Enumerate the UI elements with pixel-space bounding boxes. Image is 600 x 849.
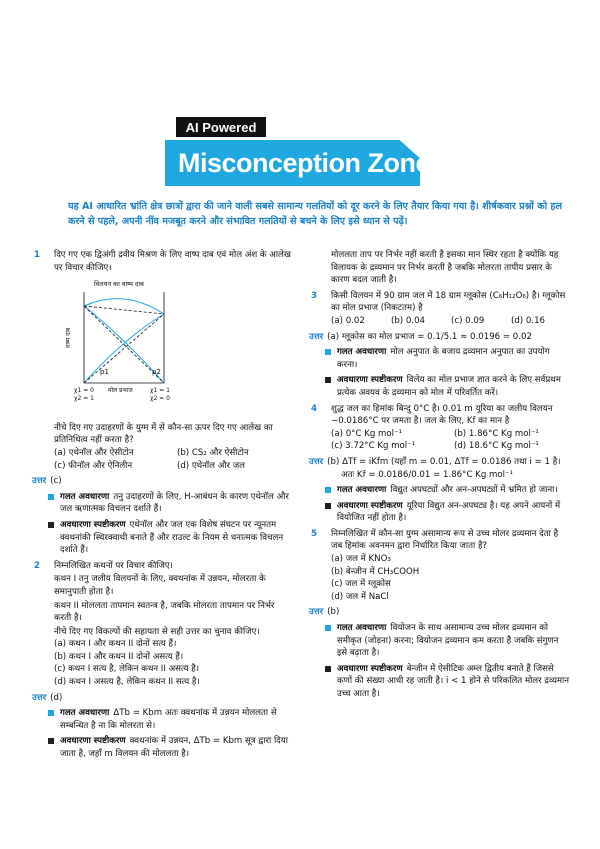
clear-bullet-icon [325,503,331,509]
option-d: (d) कथन I असत्य है, लेकिन कथन II सत्य है। [54,677,200,688]
options [331,315,571,328]
clear-bullet-icon [325,377,331,383]
wrong-concept-5 [309,622,571,660]
option-d: (d) जल में NaCl [331,591,389,602]
clear-bullet-icon [48,522,54,528]
answer-label: उत्तर [32,476,47,487]
right-column [309,249,571,704]
question-text: शुद्ध जल का हिमांक बिन्दु 0°C है। 0.01 m यूरिया का जलीय विलयन −0.0186°C पर जमता है। जल के लिए, Kf का मान है [331,403,553,427]
page-title: Misconception Zone [178,148,431,178]
wrong-concept-1 [32,491,294,516]
x-label-3: χ1 = 1 [150,387,170,395]
option-c: (c) जल में ग्लूकोस [331,579,391,590]
option-b: (b) CS₂ और ऐसीटोन [177,447,249,458]
question-number: 4 [311,403,317,414]
option-a: (a) 0°C Kg mol⁻¹ [331,428,403,439]
options [54,447,294,472]
question-text: निम्नलिखित में कौन-सा युग्म असामान्य रूप से उच्च मोलर द्रव्यमान देता है जब हिमांक अवनमन द्वारा निर्धारित किया जाता है? [331,528,559,552]
clear-bullet-icon [325,666,331,672]
p2-label: p2 [152,368,161,377]
question-number: 3 [311,290,317,301]
clear-label: अवधारणा स्पष्टीकरण [60,736,126,747]
x-label-1: χ1 = 0 [74,387,94,395]
question-text-2: नीचे दिए गए उदाहरणों के युग्म में से कौन-सा ऊपर दिए गए आलेख का प्रतिनिधित्व नहीं करता है? [54,422,273,446]
intro-text: यह AI आधारित भ्रांति क्षेत्र छात्रों द्वारा की जाने वाली सबसे सामान्य गलतियों को दूर करने के लिए तैयार किया गया है। शीर्षकवार प्रश्नों को हल करने से पहले, अपनी नींव मजबूत करने और संभावित गलतियों से बचने के लिए इसे ध्यान से पढ़ें। [68,201,563,227]
option-b: (b) 0.04 [391,315,426,326]
option-b: (b) कथन I और कथन II दोनों असत्य हैं। [54,651,184,662]
wrong-label: गलत अवधारणा [337,485,387,496]
wrong-bullet-icon [325,625,331,631]
clear-label: अवधारणा स्पष्टीकरण [60,519,126,530]
clear-text: बेन्जीन में ऐसीटिक अम्ल द्वितीय बनाते हैं जिससे कणों की संख्या आधी रह जाती है। i < 1 होने से परिकलित मोलर द्रव्यमान उच्च आता है। [337,663,569,699]
option-a: (a) जल में KNO₃ [331,554,391,565]
answer-5 [309,606,571,619]
answer-label: उत्तर [309,331,324,342]
x-label-2: χ2 = 1 [74,395,94,403]
p1-label: p1 [100,368,109,377]
option-a: (a) एथेनॉल और ऐसीटोन [54,447,134,458]
answer-1 [32,475,294,488]
answer-value: (d) [50,692,63,703]
statement-2: कथन II मोललता तापमान स्वतन्त्र है, जबकि मोलरता तापमान पर निर्भर करती है। [54,600,275,624]
wrong-label: गलत अवधारणा [337,623,387,634]
question-4 [309,403,571,453]
clear-concept-4 [309,500,571,525]
x-label-4: χ2 = 0 [150,395,170,403]
option-c: (c) फीनॉल और ऐनिलीन [54,460,133,471]
answer-label: उत्तर [32,692,47,703]
option-c: (c) कथन I सत्य है, लेकिन कथन II असत्य है। [54,664,200,675]
clear-text: क्वथनांक में उन्नयन, ΔTb = Kbm सूत्र द्वारा दिया जाता है, जहाँ m विलयन की मोललता है। [60,736,288,760]
wrong-concept-3 [309,346,571,371]
wrong-text: मोल अनुपात के बजाय द्रव्यमान अनुपात का उपयोग करना। [337,347,550,370]
question-text: किसी विलयन में 90 ग्राम जल में 18 ग्राम ग्लूकोस (C₆H₁₂O₆) है। ग्लूकोस का मोल प्रभाज (निकटतम) है [331,290,566,314]
option-c: (c) 0.09 [451,315,485,326]
answer-value: (b) [327,607,340,618]
question-text: निम्नलिखित कथनों पर विचार कीजिए। [54,560,173,571]
clear-concept-5 [309,663,571,701]
answer-label: उत्तर [309,456,324,467]
left-column [32,249,294,764]
wrong-text: ΔTb = Kbm अतः क्वथनांक में उन्नयन मोललता से सम्बन्धित है ना कि मोलरता से। [60,708,277,731]
clear-label: अवधारणा स्पष्टीकरण [337,663,403,674]
wrong-text: तनु उदाहरणों के लिए, H-आबंधन के कारण एथेनॉल और जल ऋणात्मक विचलन दर्शाते हैं। [60,491,289,515]
question-number: 2 [34,560,40,571]
option-c: (c) 3.72°C Kg mol⁻¹ [331,441,416,452]
question-2 [32,560,294,689]
wrong-text: विद्युत अपघट्यों और अन-अपघट्यों में भ्रमित हो जाना। [390,485,558,496]
wrong-bullet-icon [48,494,54,500]
answer-value-2: अतः Kf = 0.0186/0.01 = 1.86°C Kg mol⁻¹ [341,469,514,480]
wrong-label: गलत अवधारणा [60,491,110,502]
option-a: (a) कथन I और कथन II दोनों सत्य हैं। [54,639,177,650]
question-number: 5 [311,528,317,539]
wrong-label: गलत अवधारणा [337,347,387,358]
clear-concept-3 [309,374,571,399]
option-b: (b) बेन्जीन में CH₃COOH [331,566,420,577]
question-number: 1 [34,250,40,260]
wrong-label: गलत अवधारणा [60,708,110,719]
clear-bullet-icon [48,738,54,744]
answer-2 [32,692,294,705]
question-text-2: नीचे दिए गए विकल्पों की सहायता से सही उत्तर का चुनाव कीजिए। [54,626,260,637]
answer-3 [309,331,571,344]
ai-powered-badge: AI Powered [176,117,266,137]
clear-concept-2 [32,735,294,760]
options [331,428,571,453]
clear-concept-1 [32,519,294,557]
clear-text: एथेनॉल और जल एक विशेष संघटन पर न्यूनतम क्वथनांकी स्थिरक्वाथी बनाते हैं और राउल्ट के नियम से धनात्मक विचलन दर्शाते हैं। [60,519,284,556]
vapour-pressure-diagram [64,278,184,413]
answer-value: (a) ग्लूकोस का मोल प्रभाज = 0.1/5.1 ≈ 0.0196 ≃ 0.02 [327,331,532,342]
clear-text: यूरिया विद्युत अन-अपघट्य है। यह अपने आयनों में वियोजित नहीं होता है। [337,500,561,524]
answer-value: (c) [50,476,62,487]
wrong-text: वियोजन के साथ असामान्य उच्च मोलर द्रव्यमान को समीकृत (जोड़ना) करना; वियोजन द्रव्यमान कम करता है जबकि संगुणन इसे बढ़ाता है। [337,623,559,659]
answer-4 [309,456,571,481]
clear-label: अवधारणा स्पष्टीकरण [337,500,403,511]
diagram-ylabel: वाष्प दाब [65,327,72,349]
clear-label: अवधारणा स्पष्टीकरण [337,375,403,386]
clear-text: विलेय का मोल प्रभाज ज्ञात करने के लिए सर्वप्रथम प्रत्येक अवयव के द्रव्यमान को मोल में परिवर्तित करें। [337,375,561,398]
option-d: (d) 18.6°C Kg mol⁻¹ [454,441,539,452]
wrong-concept-2 [32,707,294,732]
statement-1: कथन I तनु जलीय विलयनों के लिए, क्वथनांक में उन्नयन, मोलरता के समानुपाती होता है। [54,574,266,597]
question-3 [309,290,571,328]
question-1 [32,249,294,472]
x-axis-label: मोल प्रभाज [108,387,133,395]
wrong-concept-4 [309,484,571,497]
wrong-bullet-icon [325,349,331,355]
option-d: (d) एथेनॉल और जल [177,460,245,471]
answer-label: उत्तर [309,607,324,618]
wrong-bullet-icon [48,710,54,716]
answer-value: (b) ΔTf = iKfm (यहाँ m = 0.01, ΔTf = 0.0186 तथा i = 1 है। [327,456,561,467]
continued-text: मोललता ताप पर निर्भर नहीं करती है इसका मान स्थिर रहता है क्योंकि यह विलायक के द्रव्यमान पर निर्भर करती है जबकि मोलरता तापीय प्रसार के कारण बदल जाती है। [331,250,559,286]
wrong-bullet-icon [325,487,331,493]
question-5 [309,528,571,604]
option-a: (a) 0.02 [331,315,365,326]
question-text: दिए गए एक द्विअंगी द्रवीय मिश्रण के लिए वाष्प दाब एवं मोल अंश के आलेख पर विचार कीजिए। [54,250,291,273]
option-d: (d) 0.16 [511,315,546,326]
option-b: (b) 1.86°C Kg mol⁻¹ [454,428,539,439]
diagram-top-label: विलयन का वाष्प दाब [94,280,144,289]
